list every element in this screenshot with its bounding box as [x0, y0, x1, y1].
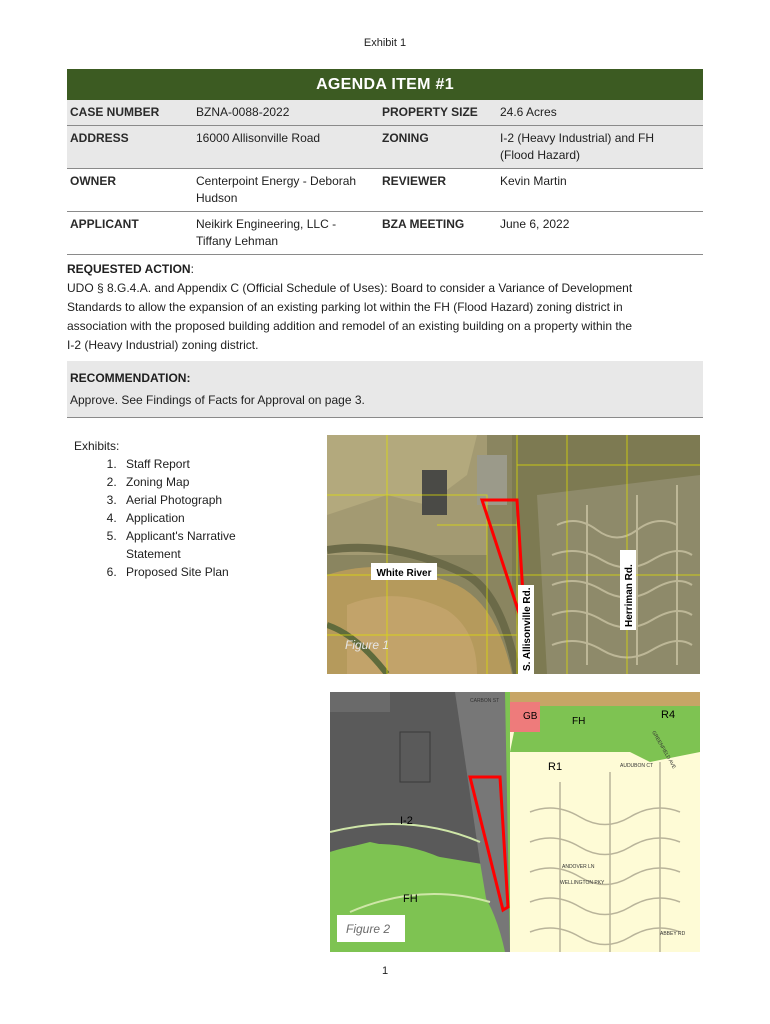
exhibit-label: Exhibit 1 [363, 37, 407, 49]
table-row [67, 212, 703, 255]
table-row [67, 126, 703, 169]
zone-r1-label: R1 [548, 761, 563, 773]
case-number-value: BZNA-0088-2022 [196, 105, 290, 119]
exhibit-item [120, 527, 236, 563]
aerial-map-figure-1 [327, 435, 700, 674]
zone-fh-top-label: FH [572, 716, 586, 727]
applicant-line1: Neikirk Engineering, LLC - [196, 217, 337, 231]
case-number-label: CASE NUMBER [70, 105, 160, 119]
exhibits-title: Exhibits: [74, 439, 120, 453]
table-row [67, 100, 703, 126]
exhibits-list [74, 437, 236, 581]
case-info-table [67, 100, 703, 255]
agenda-title: AGENDA ITEM #1 [67, 69, 703, 100]
address-label: ADDRESS [70, 131, 129, 145]
street-label: CARBON ST [470, 698, 500, 704]
recommendation-heading: RECOMMENDATION: [70, 371, 191, 385]
requested-action-line: association with the proposed building addition and remodel of an existing building on a property within the [67, 319, 633, 333]
recommendation-text: Approve. See Findings of Facts for Approval on page 3. [70, 393, 365, 407]
zoning-line1: I-2 (Heavy Industrial) and FH [500, 131, 655, 145]
figure-1-caption: Figure 1 [345, 638, 390, 652]
exhibit-item: 3. Aerial Photograph [120, 491, 236, 509]
requested-action-line: UDO § 8.G.4.A. and Appendix C (Official Schedule of Uses): Board to consider a Variance of Development [67, 281, 633, 295]
figure-2-caption: Figure 2 [346, 922, 391, 936]
exhibit-item: 2. Zoning Map [120, 473, 236, 491]
zone-i2-label: I-2 [400, 815, 413, 827]
street-label: AUDUBON CT [620, 763, 654, 769]
reviewer-value: Kevin Martin [500, 174, 567, 188]
street-label: GREENFIELD AVE [650, 730, 677, 770]
herriman-road-label: Herriman Rd. [624, 564, 635, 627]
recommendation-box [67, 361, 703, 418]
zoning-label: ZONING [382, 131, 429, 145]
applicant-line2: Tiffany Lehman [196, 234, 279, 248]
owner-line2: Hudson [196, 191, 238, 205]
property-size-label: PROPERTY SIZE [382, 105, 478, 119]
owner-value [193, 169, 379, 212]
requested-action-line: I-2 (Heavy Industrial) zoning district. [67, 338, 259, 352]
property-size-value: 24.6 Acres [500, 105, 557, 119]
street-label: WELLINGTON PKY [560, 880, 605, 886]
applicant-value [193, 212, 379, 255]
zoning-line2: (Flood Hazard) [500, 148, 581, 162]
table-row [67, 169, 703, 212]
street-label: ABBEY RD [660, 931, 686, 937]
bza-meeting-label: BZA MEETING [382, 217, 465, 231]
requested-action-heading: REQUESTED ACTION [67, 262, 191, 276]
page-number: 1 [381, 965, 389, 977]
requested-action-line: Standards to allow the expansion of an existing parking lot within the FH (Flood Hazard) zoning district in [67, 300, 623, 314]
requested-action-colon: : [190, 262, 194, 276]
requested-action [67, 260, 697, 355]
zone-fh-bottom-label: FH [403, 893, 418, 905]
allisonville-road-label: S. Allisonville Rd. [522, 587, 533, 671]
exhibit-item: 1. Staff Report [120, 455, 236, 473]
zone-r4-label: R4 [661, 709, 676, 721]
white-river-label: White River [376, 568, 432, 579]
bza-meeting-value: June 6, 2022 [500, 217, 570, 231]
zoning-map-figure-2 [330, 692, 700, 952]
zone-gb-label: GB [523, 711, 538, 722]
street-label: ANDOVER LN [562, 864, 595, 870]
reviewer-label: REVIEWER [382, 174, 447, 188]
exhibit-item: 4. Application [120, 509, 236, 527]
exhibit-item-line: Applicant's Narrative [126, 529, 236, 543]
owner-line1: Centerpoint Energy - Deborah [196, 174, 357, 188]
applicant-label: APPLICANT [70, 217, 139, 231]
zoning-value [497, 126, 703, 169]
exhibit-item: 6. Proposed Site Plan [120, 563, 236, 581]
owner-label: OWNER [70, 174, 116, 188]
address-value: 16000 Allisonville Road [196, 131, 321, 145]
exhibit-item-line: Statement [126, 547, 181, 561]
